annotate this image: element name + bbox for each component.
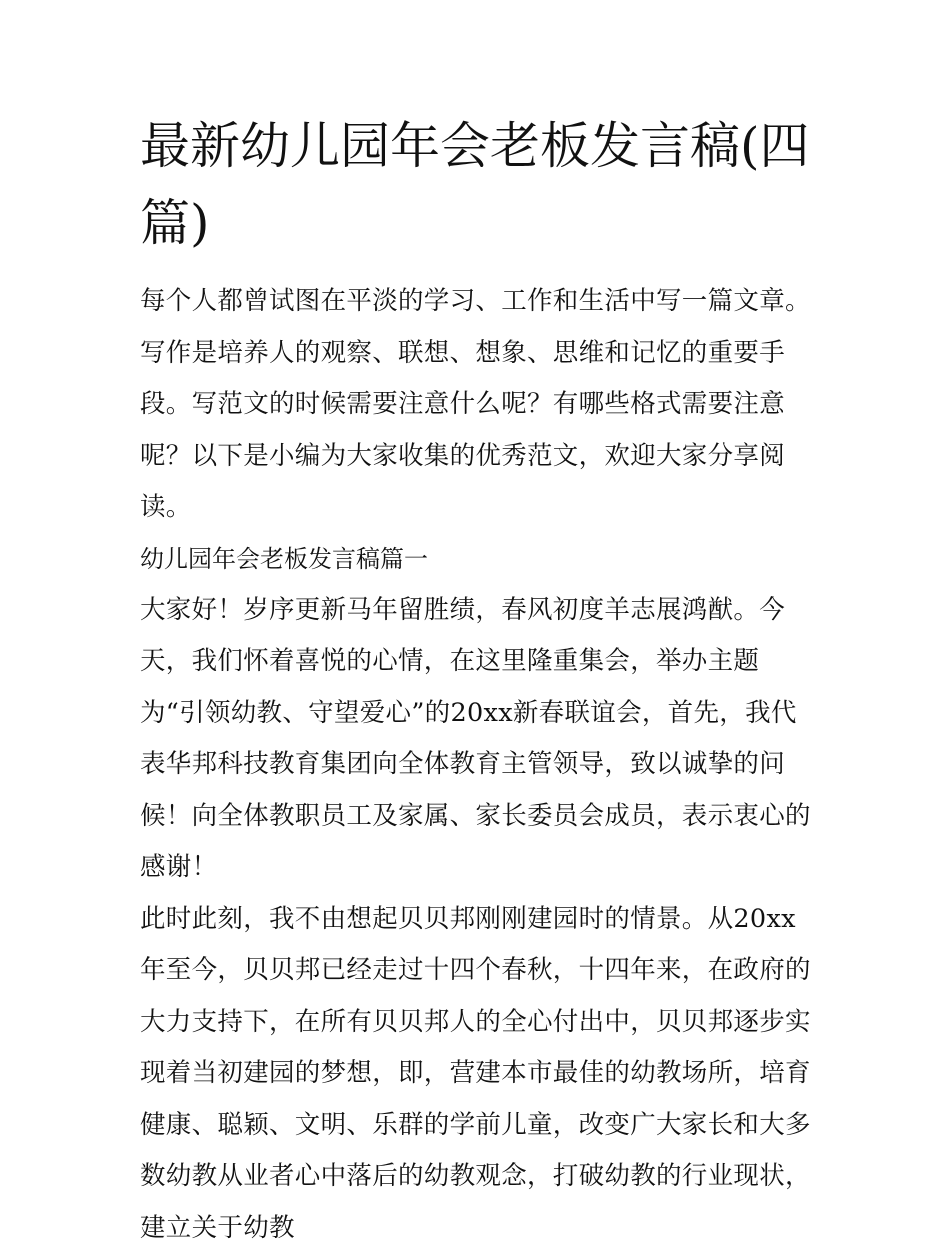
intro-paragraph: 每个人都曾试图在平淡的学习、工作和生活中写一篇文章。写作是培养人的观察、联想、想象、思维和记忆的重要手段。写范文的时候需要注意什么呢？有哪些格式需要注意呢？以下是小编为大家收集的优秀范文，欢迎大家分享阅读。 xyxy=(140,276,815,534)
section-heading: 幼儿园年会老板发言稿篇一 xyxy=(140,534,815,585)
body-paragraph: 大家好！岁序更新马年留胜绩，春风初度羊志展鸿猷。今天，我们怀着喜悦的心情，在这里隆重集会，举办主题为“引领幼教、守望爱心”的20xx新春联谊会，首先，我代表华邦科技教育集团向全体教育主管领导，致以诚挚的问候！向全体教职员工及家属、家长委员会成员，表示衷心的感谢！ xyxy=(140,585,815,894)
document-title: 最新幼儿园年会老板发言稿(四篇) xyxy=(140,108,815,262)
document-body xyxy=(140,108,815,1254)
body-paragraph: 此时此刻，我不由想起贝贝邦刚刚建园时的情景。从20xx年至今，贝贝邦已经走过十四个春秋，十四年来，在政府的大力支持下，在所有贝贝邦人的全心付出中，贝贝邦逐步实现着当初建园的梦想，即，营建本市最佳的幼教场所，培育健康、聪颖、文明、乐群的学前儿童，改变广大家长和大多数幼教从业者心中落后的幼教观念，打破幼教的行业现状，建立关于幼教 xyxy=(140,894,815,1254)
